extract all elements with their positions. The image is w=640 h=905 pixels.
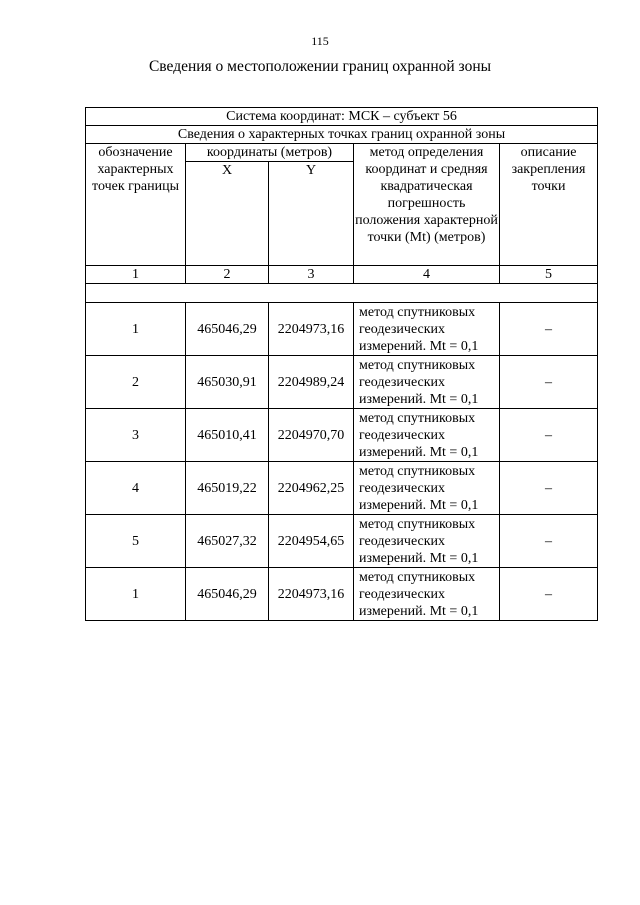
y-coordinate-cell: 2204970,70 bbox=[269, 409, 354, 462]
description-cell: – bbox=[500, 515, 598, 568]
point-number-cell: 3 bbox=[86, 409, 186, 462]
point-rows bbox=[86, 303, 598, 621]
x-coordinate-cell: 465019,22 bbox=[186, 462, 269, 515]
point-number-cell: 2 bbox=[86, 356, 186, 409]
blank-row bbox=[86, 284, 598, 303]
header-method: метод определения координат и средняя квадратическая погрешность положения характерной точки (Mt) (метров) bbox=[354, 144, 500, 266]
method-cell: метод спутниковых геодезических измерений. Mt = 0,1 bbox=[354, 462, 500, 515]
column-number: 1 bbox=[86, 266, 186, 284]
x-coordinate-cell: 465027,32 bbox=[186, 515, 269, 568]
description-cell: – bbox=[500, 303, 598, 356]
method-cell: метод спутниковых геодезических измерений. Mt = 0,1 bbox=[354, 356, 500, 409]
point-number-cell: 5 bbox=[86, 515, 186, 568]
header-y: Y bbox=[269, 162, 354, 266]
header-description: описание закрепления точки bbox=[500, 144, 598, 266]
section-header: Сведения о характерных точках границ охранной зоны bbox=[86, 126, 598, 144]
method-cell: метод спутниковых геодезических измерений. Mt = 0,1 bbox=[354, 515, 500, 568]
table-row bbox=[86, 515, 598, 568]
column-number: 4 bbox=[354, 266, 500, 284]
page-number: 115 bbox=[311, 34, 329, 48]
header-coordinates: координаты (метров) bbox=[186, 144, 354, 162]
point-number-cell: 1 bbox=[86, 568, 186, 621]
header-designation: обозначение характерных точек границы bbox=[86, 144, 186, 266]
table-row bbox=[86, 462, 598, 515]
point-number-cell: 4 bbox=[86, 462, 186, 515]
table-row bbox=[86, 356, 598, 409]
method-cell: метод спутниковых геодезических измерений. Mt = 0,1 bbox=[354, 568, 500, 621]
table-row bbox=[86, 568, 598, 621]
method-cell: метод спутниковых геодезических измерений. Mt = 0,1 bbox=[354, 409, 500, 462]
description-cell: – bbox=[500, 409, 598, 462]
column-number: 3 bbox=[269, 266, 354, 284]
y-coordinate-cell: 2204973,16 bbox=[269, 568, 354, 621]
boundary-points-table bbox=[85, 107, 598, 621]
header-x: X bbox=[186, 162, 269, 266]
x-coordinate-cell: 465046,29 bbox=[186, 303, 269, 356]
y-coordinate-cell: 2204989,24 bbox=[269, 356, 354, 409]
x-coordinate-cell: 465010,41 bbox=[186, 409, 269, 462]
table-row bbox=[86, 303, 598, 356]
y-coordinate-cell: 2204973,16 bbox=[269, 303, 354, 356]
x-coordinate-cell: 465030,91 bbox=[186, 356, 269, 409]
method-cell: метод спутниковых геодезических измерений. Mt = 0,1 bbox=[354, 303, 500, 356]
x-coordinate-cell: 465046,29 bbox=[186, 568, 269, 621]
y-coordinate-cell: 2204962,25 bbox=[269, 462, 354, 515]
coordinate-system-header: Система координат: МСК – субъект 56 bbox=[86, 108, 598, 126]
column-number: 2 bbox=[186, 266, 269, 284]
description-cell: – bbox=[500, 568, 598, 621]
table-row bbox=[86, 409, 598, 462]
description-cell: – bbox=[500, 356, 598, 409]
description-cell: – bbox=[500, 462, 598, 515]
y-coordinate-cell: 2204954,65 bbox=[269, 515, 354, 568]
column-number: 5 bbox=[500, 266, 598, 284]
document-title: Сведения о местоположении границ охранной зоны bbox=[148, 58, 492, 75]
point-number-cell: 1 bbox=[86, 303, 186, 356]
